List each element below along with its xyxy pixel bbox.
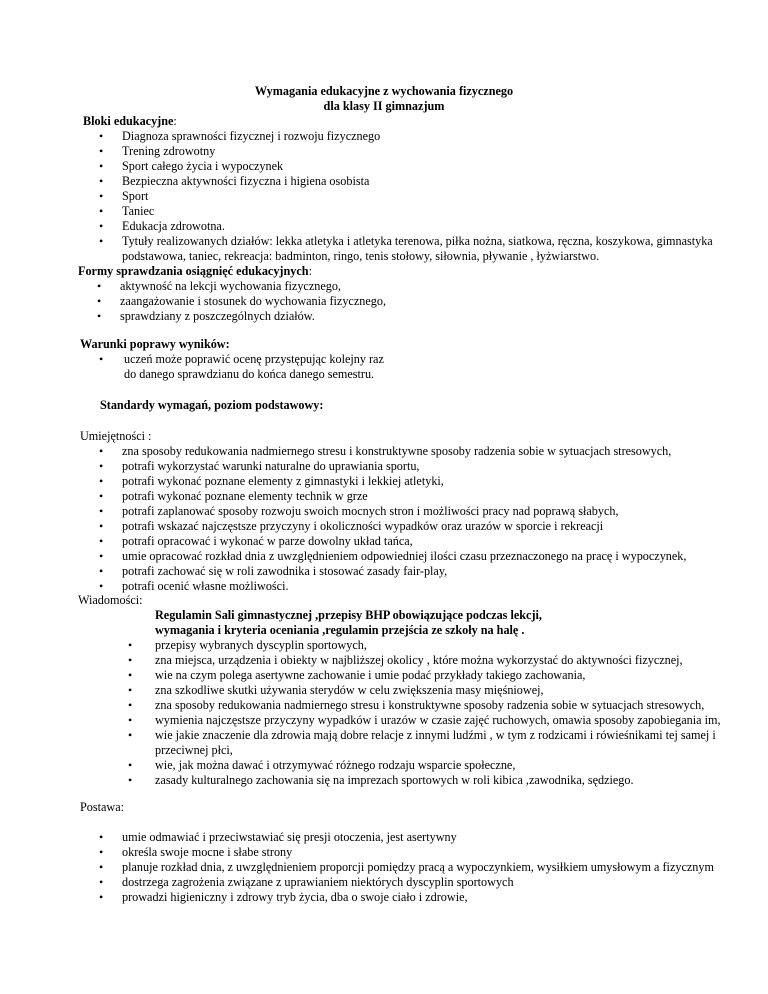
umiejetnosci-heading: Umiejętności : [80, 429, 152, 443]
title-line-1: Wymagania edukacyjne z wychowania fizycznego [254, 84, 514, 98]
warunki-heading: Warunki poprawy wyników: [80, 337, 230, 351]
list-item: • potrafi opracować i wykonać w parze dowolny układ tańca, [99, 534, 760, 549]
list-item: • określa swoje mocne i słabe strony [99, 845, 739, 860]
section-bloki [83, 114, 743, 264]
umiejetnosci-list [99, 444, 760, 594]
list-item: • Edukacja zdrowotna. [99, 219, 743, 234]
formy-heading: Formy sprawdzania osiągnięć edukacyjnych: [78, 264, 312, 278]
document-title [0, 84, 768, 114]
list-item: • potrafi zaplanować sposoby rozwoju swoich mocnych stron i możliwości pracy nad poprawą słabych, [99, 504, 760, 519]
list-item: • Trening zdrowotny [99, 144, 743, 159]
list-item: • aktywność na lekcji wychowania fizycznego, [97, 279, 738, 294]
section-postawa [99, 830, 739, 905]
standardy-heading: Standardy wymagań, poziom podstawowy: [100, 398, 324, 412]
bloki-heading: Bloki edukacyjne: [83, 114, 177, 128]
section-formy [78, 264, 738, 324]
list-item: • umie odmawiać i przeciwstawiać się presji otoczenia, jest asertywny [99, 830, 739, 845]
list-item: • Sport całego życia i wypoczynek [99, 159, 743, 174]
list-item: • Bezpieczna aktywności fizyczna i higiena osobista [99, 174, 743, 189]
list-item: • zna sposoby redukowania nadmiernego stresu i konstruktywne sposoby radzenia sobie w sytuacjach stresowych, [128, 698, 750, 713]
list-item: • wie jakie znaczenie dla zdrowia mają dobre relacje z innymi ludźmi , w tym z rodzicami i rówieśnikami tej samej i przeciwnej płci, [128, 728, 750, 758]
section-warunki [80, 337, 740, 382]
bloki-list [99, 129, 743, 264]
list-item: • potrafi ocenić własne możliwości. [99, 579, 760, 594]
postawa-heading: Postawa: [80, 800, 125, 814]
wiadomosci-subheading-1: Regulamin Sali gimnastycznej ,przepisy BHP obowiązujące podczas lekcji, [155, 608, 542, 622]
formy-list [97, 279, 738, 324]
list-item: • zna szkodliwe skutki używania sterydów w celu zwiększenia masy mięśniowej, [128, 683, 750, 698]
list-item: • zasady kulturalnego zachowania się na imprezach sportowych w roli kibica ,zawodnika, sędziego. [128, 773, 750, 788]
list-item: • Tytuły realizowanych działów: lekka atletyka i atletyka terenowa, piłka nożna, siatkowa, ręczna, koszykowa, gimnastyka podstawowa, taniec, rekreacja: badminton, ringo, tenis stołowy, siłownia, pływanie , łyżwiarstwo. [99, 234, 743, 264]
list-item: • potrafi wskazać najczęstsze przyczyny i okoliczności wypadków oraz urazów w sporcie i rekreacji [99, 519, 760, 534]
list-item: • potrafi wykonać poznane elementy z gimnastyki i lekkiej atletyki, [99, 474, 760, 489]
wiadomosci-list [128, 638, 750, 788]
list-item: • Taniec [99, 204, 743, 219]
list-item: • umie opracować rozkład dnia z uwzględnieniem odpowiedniej ilości czasu przeznaczonego na pracę i wypoczynek, [99, 549, 760, 564]
postawa-list [99, 830, 739, 905]
list-item: • potrafi wykorzystać warunki naturalne do uprawiania sportu, [99, 459, 760, 474]
list-item: • prowadzi higieniczny i zdrowy tryb życia, dba o swoje ciało i zdrowie, [99, 890, 739, 905]
list-item: • Sport [99, 189, 743, 204]
list-item: • zna miejsca, urządzenia i obiekty w najbliższej okolicy , które można wykorzystać do aktywności fizycznej, [128, 653, 750, 668]
section-wiadomosci [155, 608, 755, 788]
list-item: • zaangażowanie i stosunek do wychowania fizycznego, [97, 294, 738, 309]
list-item: • zna sposoby redukowania nadmiernego stresu i konstruktywne sposoby radzenia sobie w sytuacjach stresowych, [99, 444, 760, 459]
list-item: • wymienia najczęstsze przyczyny wypadków i urazów w czasie zajęć ruchowych, omawia sposoby zapobiegania im, [128, 713, 750, 728]
list-item: • przepisy wybranych dyscyplin sportowych, [128, 638, 750, 653]
list-item: • planuje rozkład dnia, z uwzględnieniem proporcji pomiędzy pracą a wypoczynkiem, wysiłkiem umysłowym a fizycznym [99, 860, 739, 875]
section-umiejetnosci [80, 429, 760, 594]
title-line-2: dla klasy II gimnazjum [323, 99, 445, 113]
list-item: • potrafi wykonać poznane elementy technik w grze [99, 489, 760, 504]
list-item: • uczeń może poprawić ocenę przystępując kolejny raz do danego sprawdzianu do końca danego semestru. [99, 352, 384, 382]
wiadomosci-heading: Wiadomości: [78, 593, 143, 607]
list-item: • sprawdziany z poszczególnych działów. [97, 309, 738, 324]
list-item: • wie na czym polega asertywne zachowanie i umie podać przykłady takiego zachowania, [128, 668, 750, 683]
list-item: • potrafi zachować się w roli zawodnika i stosować zasady fair-play, [99, 564, 760, 579]
list-item: • Diagnoza sprawności fizycznej i rozwoju fizycznego [99, 129, 743, 144]
list-item: • dostrzega zagrożenia związane z uprawianiem niektórych dyscyplin sportowych [99, 875, 739, 890]
list-item: • wie, jak można dawać i otrzymywać różnego rodzaju wsparcie społeczne, [128, 758, 750, 773]
warunki-list [99, 352, 384, 382]
wiadomosci-subheading-2: wymagania i kryteria oceniania ,regulamin przejścia ze szkoły na halę . [155, 623, 525, 637]
